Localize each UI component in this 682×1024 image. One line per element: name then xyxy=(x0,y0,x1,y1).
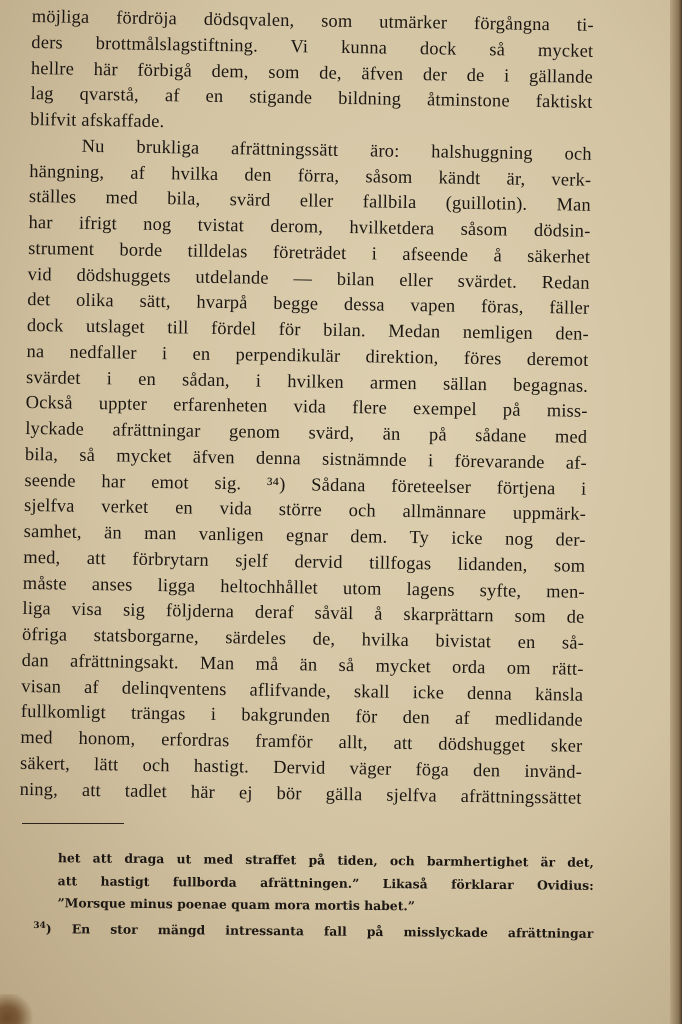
text-line: na nedfaller i en perpendikulär direktion, föres deremot xyxy=(26,340,589,370)
text-line: lyckade afrättningar genom svärd, än på sådane med xyxy=(25,417,588,447)
text-line: Också uppter erfarenheten vida flere exempel på miss- xyxy=(25,392,588,422)
text-line: strument borde tilldelas företrädet i afseende å säkerhet xyxy=(28,237,591,267)
text-line: hängning, af hvilka den förra, såsom kändt är, verk- xyxy=(29,160,592,190)
footnote-separator xyxy=(22,823,124,824)
main-text-block xyxy=(19,4,593,811)
paragraph-start-line: Nu brukliga afrättningssätt äro: halshuggning och xyxy=(81,135,592,164)
text-line: hellre här förbigå dem, som de, äfven der de i gällande xyxy=(30,57,594,87)
footnote-34 xyxy=(33,914,593,944)
text-line: öfriga statsborgarne, särdeles de, hvilka bivistat en så- xyxy=(21,623,585,653)
footnote-34-text: ) En stor mängd intressanta fall på misslyckade afrättningar xyxy=(45,920,594,941)
text-line: måste anses ligga heltochhållet utom lagens syfte, men- xyxy=(22,572,586,602)
text-line: fullkomligt trängas i bakgrunden för den af medlidande xyxy=(20,701,583,730)
text-line: sjelfva verket en vida större och allmännare uppmärk- xyxy=(23,495,587,525)
text-line: ning, att tadlet här ej bör gälla sjelfva afrättningssättet xyxy=(19,778,582,808)
text-line: med, att förbrytarn sjelf dervid tillfogas lidanden, som xyxy=(23,546,586,576)
text-line: säkert, lätt och hastigt. Dervid väger föga den invänd- xyxy=(19,752,583,782)
page-edge xyxy=(670,0,682,1024)
text-line: blifvit afskaffade. xyxy=(30,108,165,132)
page-stain xyxy=(0,994,36,1024)
footnotes-block xyxy=(33,847,594,945)
text-line: dock utslaget till fördel för bilan. Medan nemligen den- xyxy=(26,314,590,344)
footnote-marker: 34 xyxy=(33,920,46,931)
text-line: bila, så mycket äfven denna sistnämnde i förevarande af- xyxy=(24,443,588,473)
text-line: lag qvarstå, af en stigande bildning åtminstone faktiskt xyxy=(30,83,593,113)
text-line: med honom, erfordras framför allt, att dödshugget sker xyxy=(20,726,583,756)
text-line: vid dödshuggets utdelande — bilan eller svärdet. Redan xyxy=(27,263,590,293)
text-line: svärdet i en sådan, i hvilken armen sällan begagnas. xyxy=(25,366,589,396)
footnote-continuation-line: ”Morsque minus poenae quam mora mortis habet.” xyxy=(57,895,415,914)
text-line: seende har emot sig. ³⁴) Sådana företeelser förtjena i xyxy=(24,469,587,499)
text-line: ders brottmålslagstiftning. Vi kunna dock så mycket xyxy=(31,31,594,61)
text-line: det olika sätt, hvarpå begge dessa vapen föras, fäller xyxy=(27,289,590,319)
text-line: visan af delinqventens aflifvande, skall icke denna känsla xyxy=(21,675,584,705)
text-line: samhet, än man vanligen egnar dem. Ty icke nog der- xyxy=(23,520,586,550)
text-line: ställes med bila, svärd eller fallbila (guillotin). Man xyxy=(28,186,592,216)
footnote-continuation-line: att hastigt fullborda afrättningen.” Likaså förklarar Ovidius: xyxy=(57,872,594,893)
text-line: liga visa sig följderna deraf såväl å skarprättarn som de xyxy=(22,598,585,628)
text-line: har ifrigt nog tvistat derom, hvilketdera såsom dödsin- xyxy=(28,211,591,241)
text-line: dan afrättningsakt. Man må än så mycket orda om rätt- xyxy=(21,649,584,679)
text-line: möjliga fördröja dödsqvalen, som utmärker förgångna ti- xyxy=(31,5,594,35)
footnote-continuation-line: het att draga ut med straffet på tiden, och barmhertighet är det, xyxy=(57,850,594,870)
